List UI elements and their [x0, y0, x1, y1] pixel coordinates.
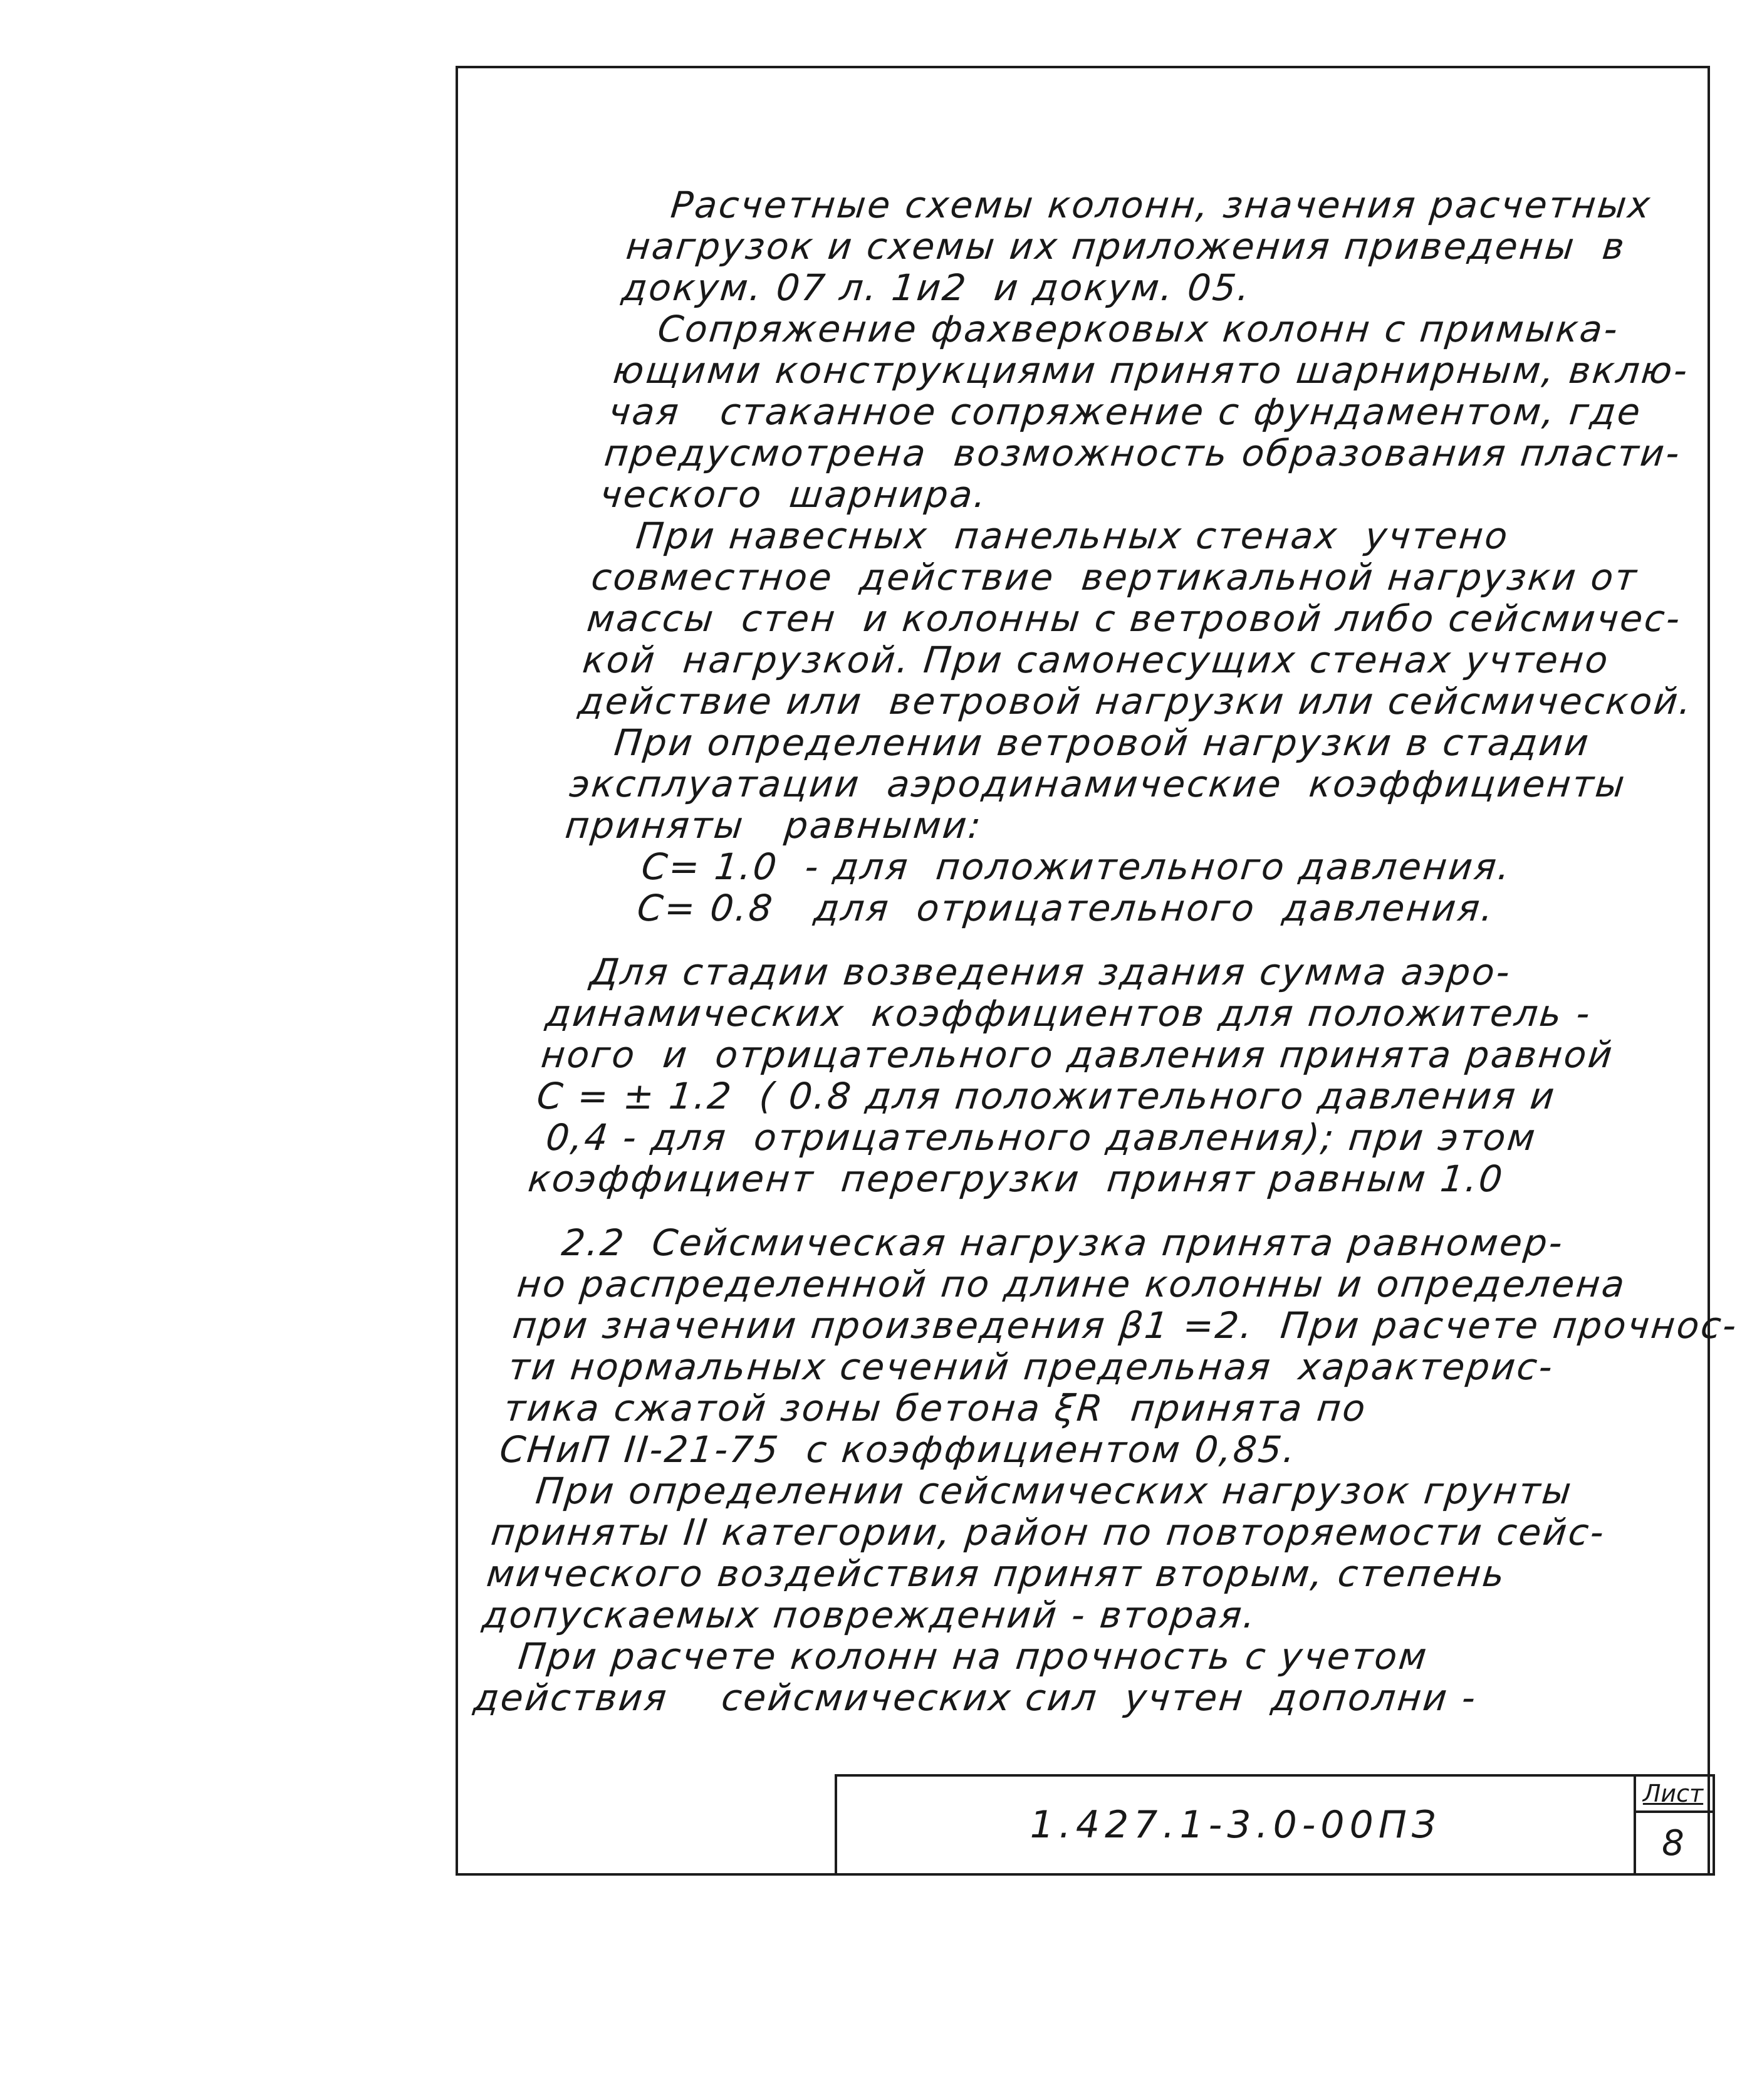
sheet-label: Лист	[1634, 1777, 1713, 1813]
text-line: При расчете колонн на прочность с учетом	[476, 1635, 1431, 1678]
text-line: действия сейсмических сил учтен дополни -	[471, 1676, 1479, 1719]
text-line: ющими конструкциями принято шарнирным, вклю-	[611, 349, 1691, 392]
text-line: нагрузок и схемы их приложения приведены в	[624, 225, 1629, 268]
text-line: 0,4 - для отрицательного давления); при этом	[530, 1116, 1539, 1159]
text-line: мического воздействия принят вторым, степень	[484, 1552, 1508, 1595]
paragraph-gap	[552, 929, 1595, 951]
document-code: 1.427.1-3.0-00ПЗ	[837, 1777, 1636, 1873]
text-line: приняты II категории, район по повторяемости сейс-	[489, 1511, 1608, 1554]
text-line: допускаемых повреждений - вторая.	[480, 1594, 1259, 1636]
text-line: При определении ветровой нагрузки в стадии	[571, 721, 1593, 764]
text-line: докум. 07 л. 1и2 и докум. 05.	[620, 266, 1254, 309]
text-line: действие или ветровой нагрузки или сейсмической.	[576, 680, 1696, 723]
text-line: СНиП II-21-75 с коэффициентом 0,85.	[498, 1428, 1300, 1471]
text-line: приняты равными:	[563, 804, 985, 847]
drawing-sheet-frame	[456, 66, 1740, 1876]
text-line: ческого шарнира.	[598, 473, 990, 516]
text-line: совместное действие вертикальной нагрузки от	[589, 556, 1640, 598]
text-line: При навесных панельных стенах учтено	[593, 515, 1511, 557]
text-line: Расчетные схемы колонн, значения расчетных	[628, 184, 1654, 226]
text-line: ти нормальных сечений предельная характерис-	[506, 1345, 1556, 1388]
text-line: коэффициент перегрузки принят равным 1.0	[526, 1157, 1506, 1200]
paragraph-gap	[524, 1199, 1567, 1222]
text-line: ного и отрицательного давления принята равной	[539, 1033, 1616, 1076]
text-line: при значении произведения β1 =2. При расчете прочнос-	[511, 1304, 1740, 1347]
title-block-stamp	[835, 1774, 1715, 1876]
text-line: При определении сейсмических нагрузок грунты	[493, 1470, 1575, 1512]
text-line: С = ± 1.2 ( 0.8 для положительного давления и	[534, 1075, 1558, 1117]
text-line: С= 1.0 - для положительного давления.	[558, 845, 1514, 888]
text-line: эксплуатации аэродинамические коэффициенты	[567, 763, 1629, 805]
text-line: 2.2 Сейсмическая нагрузка принята равномер-	[519, 1221, 1567, 1264]
text-line: динамических коэффициентов для положитель -	[543, 992, 1594, 1035]
text-line: но распределенной по длине колонны и определена	[514, 1263, 1629, 1305]
text-line: С= 0.8 для отрицательного давления.	[555, 887, 1498, 929]
text-line: массы стен и колонны с ветровой либо сейсмичес-	[585, 597, 1684, 640]
text-line: Для стадии возведения здания сумма аэро-	[548, 951, 1514, 993]
text-line: тика сжатой зоны бетона ξR принята по	[502, 1387, 1369, 1429]
text-line: Сопряжение фахверковых колонн с примыка-	[615, 308, 1622, 350]
text-line: кой нагрузкой. При самонесущих стенах учтено	[580, 639, 1612, 681]
sheet-number: 8	[1662, 1822, 1684, 1864]
text-line: чая стаканное сопряжение с фундаментом, где	[607, 390, 1644, 433]
note-text	[471, 184, 1740, 1719]
text-line: предусмотрена возможность образования пласти-	[602, 432, 1684, 474]
